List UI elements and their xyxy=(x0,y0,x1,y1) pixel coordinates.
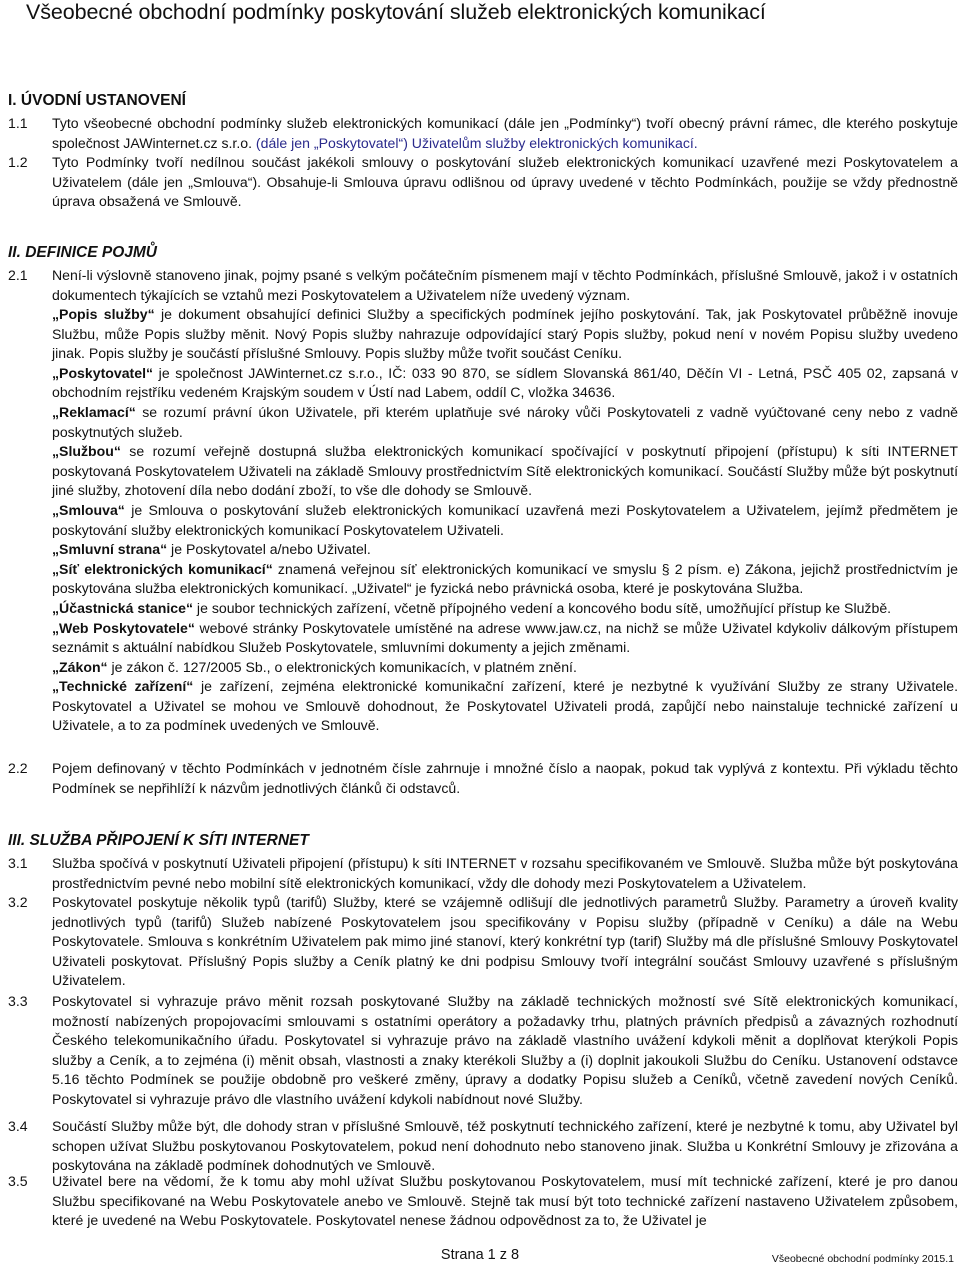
clause-3-5 xyxy=(8,1172,958,1231)
clause-number: 1.2 xyxy=(8,154,28,170)
definition-sit xyxy=(52,560,958,599)
definition-smlouva xyxy=(52,501,958,540)
definition-text: je Poskytovatel a/nebo Uživatel. xyxy=(167,541,371,558)
clause-text: Poskytovatel poskytuje několik typů (tarifů) Služby, které se vzájemně odlišují dle jednotlivých parametrů Služby. Parametry a úroveň kvality jednotlivých typů (tarifů) Služeb nabízené Poskytovatelem jsou specifikovány v Popisu služby (případně v Ceníku) a dále na Webu Poskytovatele. Smlouva s konkrétním Uživatelem pak mimo jiné stanoví, který konkrétní typ (tarif) Služby má dle příslušné Smlouvy Poskytovatel Uživateli poskytovat. Příslušný Popis služby a Ceník platný ke dni podpisu Smlouvy tvoří integrální součást Smlouvy uzavřené s příslušným Uživatelem. xyxy=(52,894,958,989)
definition-term: „Smluvní strana“ xyxy=(52,541,168,558)
definition-term: „Poskytovatel“ xyxy=(52,364,154,381)
definition-text: je Smlouva o poskytování služeb elektronických komunikací uzavřená mezi Poskytovatelem a Uživatelem, jejímž předmětem je poskytování služby elektronických komunikací Poskytovatelem Uživateli. xyxy=(52,501,958,538)
clause-number: 1.1 xyxy=(8,115,28,131)
definition-technicke-zarizeni xyxy=(52,677,958,736)
definition-smluvni-strana xyxy=(52,540,958,560)
definition-text: se rozumí veřejně dostupná služba elektronických komunikací spočívající v poskytnutí připojení (přístupu) k síti INTERNET poskytovaná Poskytovatelem Uživateli na základě Smlouvy prostřednictvím Sítě elektronických komunikací. Součástí Služby může být poskytnutí jiné služby, zhotovení díla nebo dodání zboží, to vše dle dohody se Smlouvě. xyxy=(52,443,958,499)
definition-term: „Účastnická stanice“ xyxy=(52,599,194,616)
clause-3-3 xyxy=(8,992,958,1110)
definition-list xyxy=(8,305,958,736)
clause-3-4 xyxy=(8,1117,958,1176)
clause-text xyxy=(52,114,958,153)
definition-term: „Technické zařízení“ xyxy=(52,678,194,695)
definition-text: je dokument obsahující definici Služby a specifických podmínek jejího poskytování. Tak, jak Poskytovatel průběžně inovuje Službu, může Popis služby měnit. Nový Popis služby nahrazuje odpovídající starý Popis služby, pokud není v novém Popisu služby uvedeno jinak. Popis služby je součástí příslušné Smlouvy. Popis služby může tvořit součást Ceníku. xyxy=(52,306,958,362)
clause-1-2 xyxy=(8,153,958,212)
definition-sluzba xyxy=(52,442,958,501)
page-number: Strana 1 z 8 xyxy=(440,1247,520,1263)
clause-text: Poskytovatel si vyhrazuje právo měnit rozsah poskytované Služby na základě technických možností své Sítě elektronických komunikací, možností nabízených propojovacími smlouvami s ostatními operátory a požadavky trhu, platných právních předpisů a závazných rozhodnutí Českého telekomunikačního úřadu. Poskytovatel si vyhrazuje právo na základě vlastního uvážení kdykoli měnit a doplňovat kterýkoli Popis služby a Ceník, a to zejména (i) měnit obsah, vlastnosti a znaky kterékoli Služby a (i) doplnit jakoukoli Službu do Ceníku. Ustanovení odstavce 5.16 těchto Podmínek se použije obdobně pro veškeré změny, úpravy a dodatky Popisu služeb a Ceníků, včetně zavedení nových Ceníků. Poskytovatel si vyhrazuje právo dle vlastního uvážení kdykoli nabídnout nové Služby. xyxy=(52,993,958,1107)
clause-text: Není-li výslovně stanoveno jinak, pojmy psané s velkým počátečním písmenem mají v těchto Podmínkách, příslušné Smlouvě, jakož i v ostatních dokumentech týkajících se vztahů mezi Poskytovatelem a Uživatelem níže uvedený význam. xyxy=(52,267,958,303)
definition-ucastnicka-stanice xyxy=(52,599,958,619)
clause-text: Služba spočívá v poskytnutí Uživateli připojení (přístupu) k síti INTERNET v rozsahu specifikovaném ve Smlouvě. Služba může být poskytována prostřednictvím pevné nebo mobilní sítě elektronických komunikací, vždy dle dohody mezi Poskytovatelem a Uživatelem. xyxy=(52,855,958,891)
definition-text: webové stránky Poskytovatele umístěné na adrese www.jaw.cz, na nichž se může Uživatel kdykoliv dálkovým přístupem seznámit s aktuální nabídkou Služeb Poskytovatele, smluvními dokumenty a jejich změnami. xyxy=(52,619,959,656)
clause-text-part: Tyto všeobecné obchodní podmínky služeb elektronických komunikací (dále jen „Podmínky“) tvoří obecný právní rámec, dle kterého poskytuje společnost JAWinternet.cz s.r.o. xyxy=(52,115,958,151)
document-version: Všeobecné obchodní podmínky 2015.1 xyxy=(771,1253,954,1265)
clause-number: 2.2 xyxy=(8,760,28,776)
definition-poskytovatel xyxy=(52,364,958,403)
definition-text: je zařízení, zejména elektronické komunikační zařízení, které je nezbytné k využívání Služby ze strany Uživatele. Poskytovatel a Uživatel se mohou ve Smlouvě dohodnout, že Poskytovatel Uživateli prodá, zapůjčí nebo nainstaluje technické zařízení u Uživatele, a to za podmínek uvedených ve Smlouvě. xyxy=(52,678,958,734)
clause-text: Součástí Služby může být, dle dohody stran v příslušné Smlouvě, též poskytnutí technického zařízení, které je nezbytné k tomu, aby Uživatel byl schopen užívat Službu poskytovanou Poskytovatelem, pokud není dohodnuto nebo stanoveno jinak. Služba u Konkrétní Smlouvy je zřizována a poskytována na základě podmínek dohodnutých ve Smlouvě. xyxy=(52,1118,958,1174)
definition-text: je soubor technických zařízení, včetně přípojného vedení a koncového bodu sítě, umožňující přístup ke Službě. xyxy=(193,599,892,616)
definition-popis-sluzby xyxy=(52,305,958,364)
definition-text: je zákon č. 127/2005 Sb., o elektronických komunikacích, v platném znění. xyxy=(107,658,577,675)
clause-number: 3.1 xyxy=(8,855,28,871)
clause-number: 3.3 xyxy=(8,993,28,1009)
definition-term: „Službou“ xyxy=(52,443,121,460)
clause-text: Uživatel bere na vědomí, že k tomu aby mohl užívat Službu poskytovanou Poskytovatelem, musí mít technické zařízení, které je pro danou Službu specifikované na Webu Poskytovatele anebo ve Smlouvě. Stejně tak musí být toto technické zařízení nastaveno Uživatelem způsobem, které je uvedené na Webu Poskytovatele. Poskytovatel nenese žádnou odpovědnost za to, že Uživatel je xyxy=(52,1173,958,1229)
clause-number: 2.1 xyxy=(8,267,28,283)
clause-text-part: (dále jen „Poskytovatel“) Uživatelům služby elektronických komunikací. xyxy=(255,134,698,151)
definition-term: „Popis služby“ xyxy=(52,306,155,322)
clause-1-1 xyxy=(8,114,958,153)
clause-3-1 xyxy=(8,854,958,893)
definition-text: znamená veřejnou síť elektronických komunikací ve smyslu § 2 písm. e) Zákona, jejichž prostřednictvím je poskytována služba elektronických komunikací. „Uživatel“ je fyzická nebo právnická osoba, které je poskytována Služba. xyxy=(52,560,958,597)
clause-2-1 xyxy=(8,266,958,305)
definition-term: „Reklamací“ xyxy=(52,403,136,420)
section-heading-1: I. ÚVODNÍ USTANOVENÍ xyxy=(8,92,186,109)
definition-term: „Síť elektronických komunikací“ xyxy=(52,560,273,577)
section-heading-2: II. DEFINICE POJMŮ xyxy=(8,244,157,261)
clause-number: 3.4 xyxy=(8,1118,28,1134)
definition-term: „Smlouva“ xyxy=(52,501,125,518)
clause-text: Pojem definovaný v těchto Podmínkách v jednotném čísle zahrnuje i množné číslo a naopak, pokud tak vyplývá z kontextu. Při výkladu těchto Podmínek se nepřihlíží k názvům jednotlivých článků či odstavců. xyxy=(52,760,958,796)
document-title: Všeobecné obchodní podmínky poskytování služeb elektronických komunikací xyxy=(26,0,766,24)
definition-text: se rozumí právní úkon Uživatele, při kterém uplatňuje své nároky vůči Poskytovateli z vadně vyúčtované ceny nebo z vadně poskytnutých služeb. xyxy=(52,403,958,440)
definition-term: „Zákon“ xyxy=(52,658,108,675)
clause-3-2 xyxy=(8,893,958,991)
definition-text: je společnost JAWinternet.cz s.r.o., IČ: 033 90 870, se sídlem Slovanská 861/40, Děčín VI - Letná, PSČ 405 02, zapsaná v obchodním rejstříku vedeném Krajským soudem v Ústí nad Labem, oddíl C, vložka 34636. xyxy=(52,364,958,401)
definition-reklamace xyxy=(52,403,958,442)
clause-2-2 xyxy=(8,759,958,798)
clause-number: 3.2 xyxy=(8,894,28,910)
clause-text: Tyto Podmínky tvoří nedílnou součást jakékoli smlouvy o poskytování služeb elektronických komunikací uzavřené mezi Poskytovatelem a Uživatelem (dále jen „Smlouva“). Obsahuje-li Smlouva úpravu odlišnou od úpravy uvedené v těchto Podmínkách, použije se vždy přednostně úprava obsažená ve Smlouvě. xyxy=(52,154,958,210)
definition-web xyxy=(52,619,958,658)
definition-zakon xyxy=(52,658,958,678)
definition-term: „Web Poskytovatele“ xyxy=(52,619,195,636)
section-heading-3: III. SLUŽBA PŘIPOJENÍ K SÍTI INTERNET xyxy=(8,832,309,849)
clause-number: 3.5 xyxy=(8,1173,28,1189)
